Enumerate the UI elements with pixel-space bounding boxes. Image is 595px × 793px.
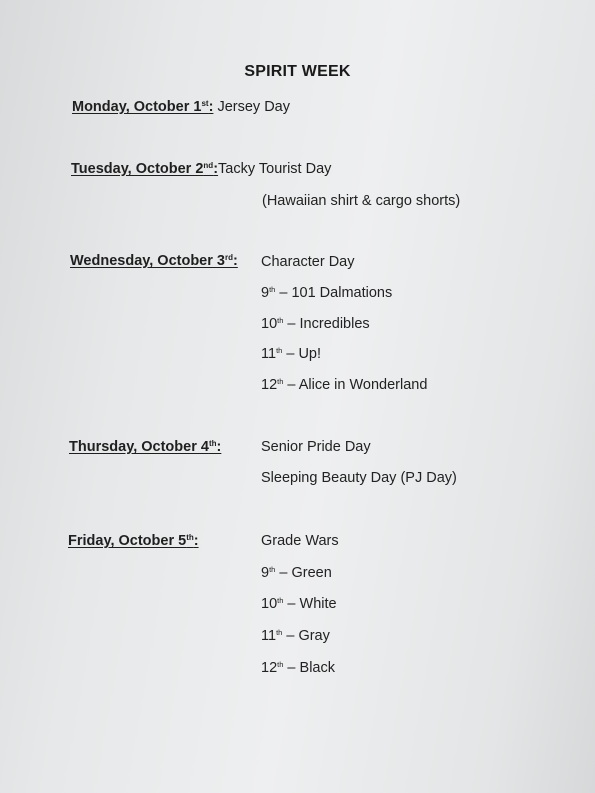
day-thursday: Thursday, October 4th: <box>69 439 222 455</box>
day-wednesday-item-grade-9: 9th – 101 Dalmations <box>261 285 393 301</box>
day-friday-label: Friday, October 5 <box>68 533 187 549</box>
day-friday-item-grade-11: 11th – Gray <box>261 628 330 644</box>
day-thursday-item-2: Sleeping Beauty Day (PJ Day) <box>261 470 457 486</box>
day-wednesday: Wednesday, October 3rd: <box>70 253 238 269</box>
day-monday-activity: Jersey Day <box>217 99 290 115</box>
day-thursday-label: Thursday, October 4 <box>69 439 209 455</box>
day-thursday-item-1: Senior Pride Day <box>261 439 371 455</box>
day-monday-label: Monday, October 1 <box>72 99 202 115</box>
day-tuesday-label: Tuesday, October 2 <box>71 161 204 177</box>
day-friday-item-title: Grade Wars <box>261 533 339 549</box>
day-monday-suffix: st <box>201 99 209 108</box>
day-friday: Friday, October 5th: <box>68 533 199 549</box>
day-wednesday-item-title: Character Day <box>261 254 355 270</box>
day-friday-item-grade-12: 12th – Black <box>261 660 335 676</box>
day-wednesday-suffix: rd <box>224 253 233 262</box>
day-wednesday-item-grade-10: 10th – Incredibles <box>261 316 370 332</box>
day-monday: Monday, October 1st: Jersey Day <box>72 99 290 115</box>
day-wednesday-item-grade-12: 12th – Alice in Wonderland <box>261 377 428 393</box>
day-wednesday-label: Wednesday, October 3 <box>70 253 225 269</box>
day-tuesday: Tuesday, October 2nd:Tacky Tourist Day <box>71 161 332 177</box>
day-tuesday-activity: Tacky Tourist Day <box>218 161 332 177</box>
day-wednesday-item-grade-11: 11th – Up! <box>261 346 322 362</box>
day-friday-item-grade-9: 9th – Green <box>261 565 332 581</box>
day-friday-item-grade-10: 10th – White <box>261 596 337 612</box>
page-title: SPIRIT WEEK <box>244 63 351 80</box>
day-tuesday-suffix: nd <box>203 161 214 170</box>
day-friday-suffix: th <box>186 533 194 542</box>
day-tuesday-detail: (Hawaiian shirt & cargo shorts) <box>262 193 461 209</box>
day-thursday-suffix: th <box>208 439 217 448</box>
